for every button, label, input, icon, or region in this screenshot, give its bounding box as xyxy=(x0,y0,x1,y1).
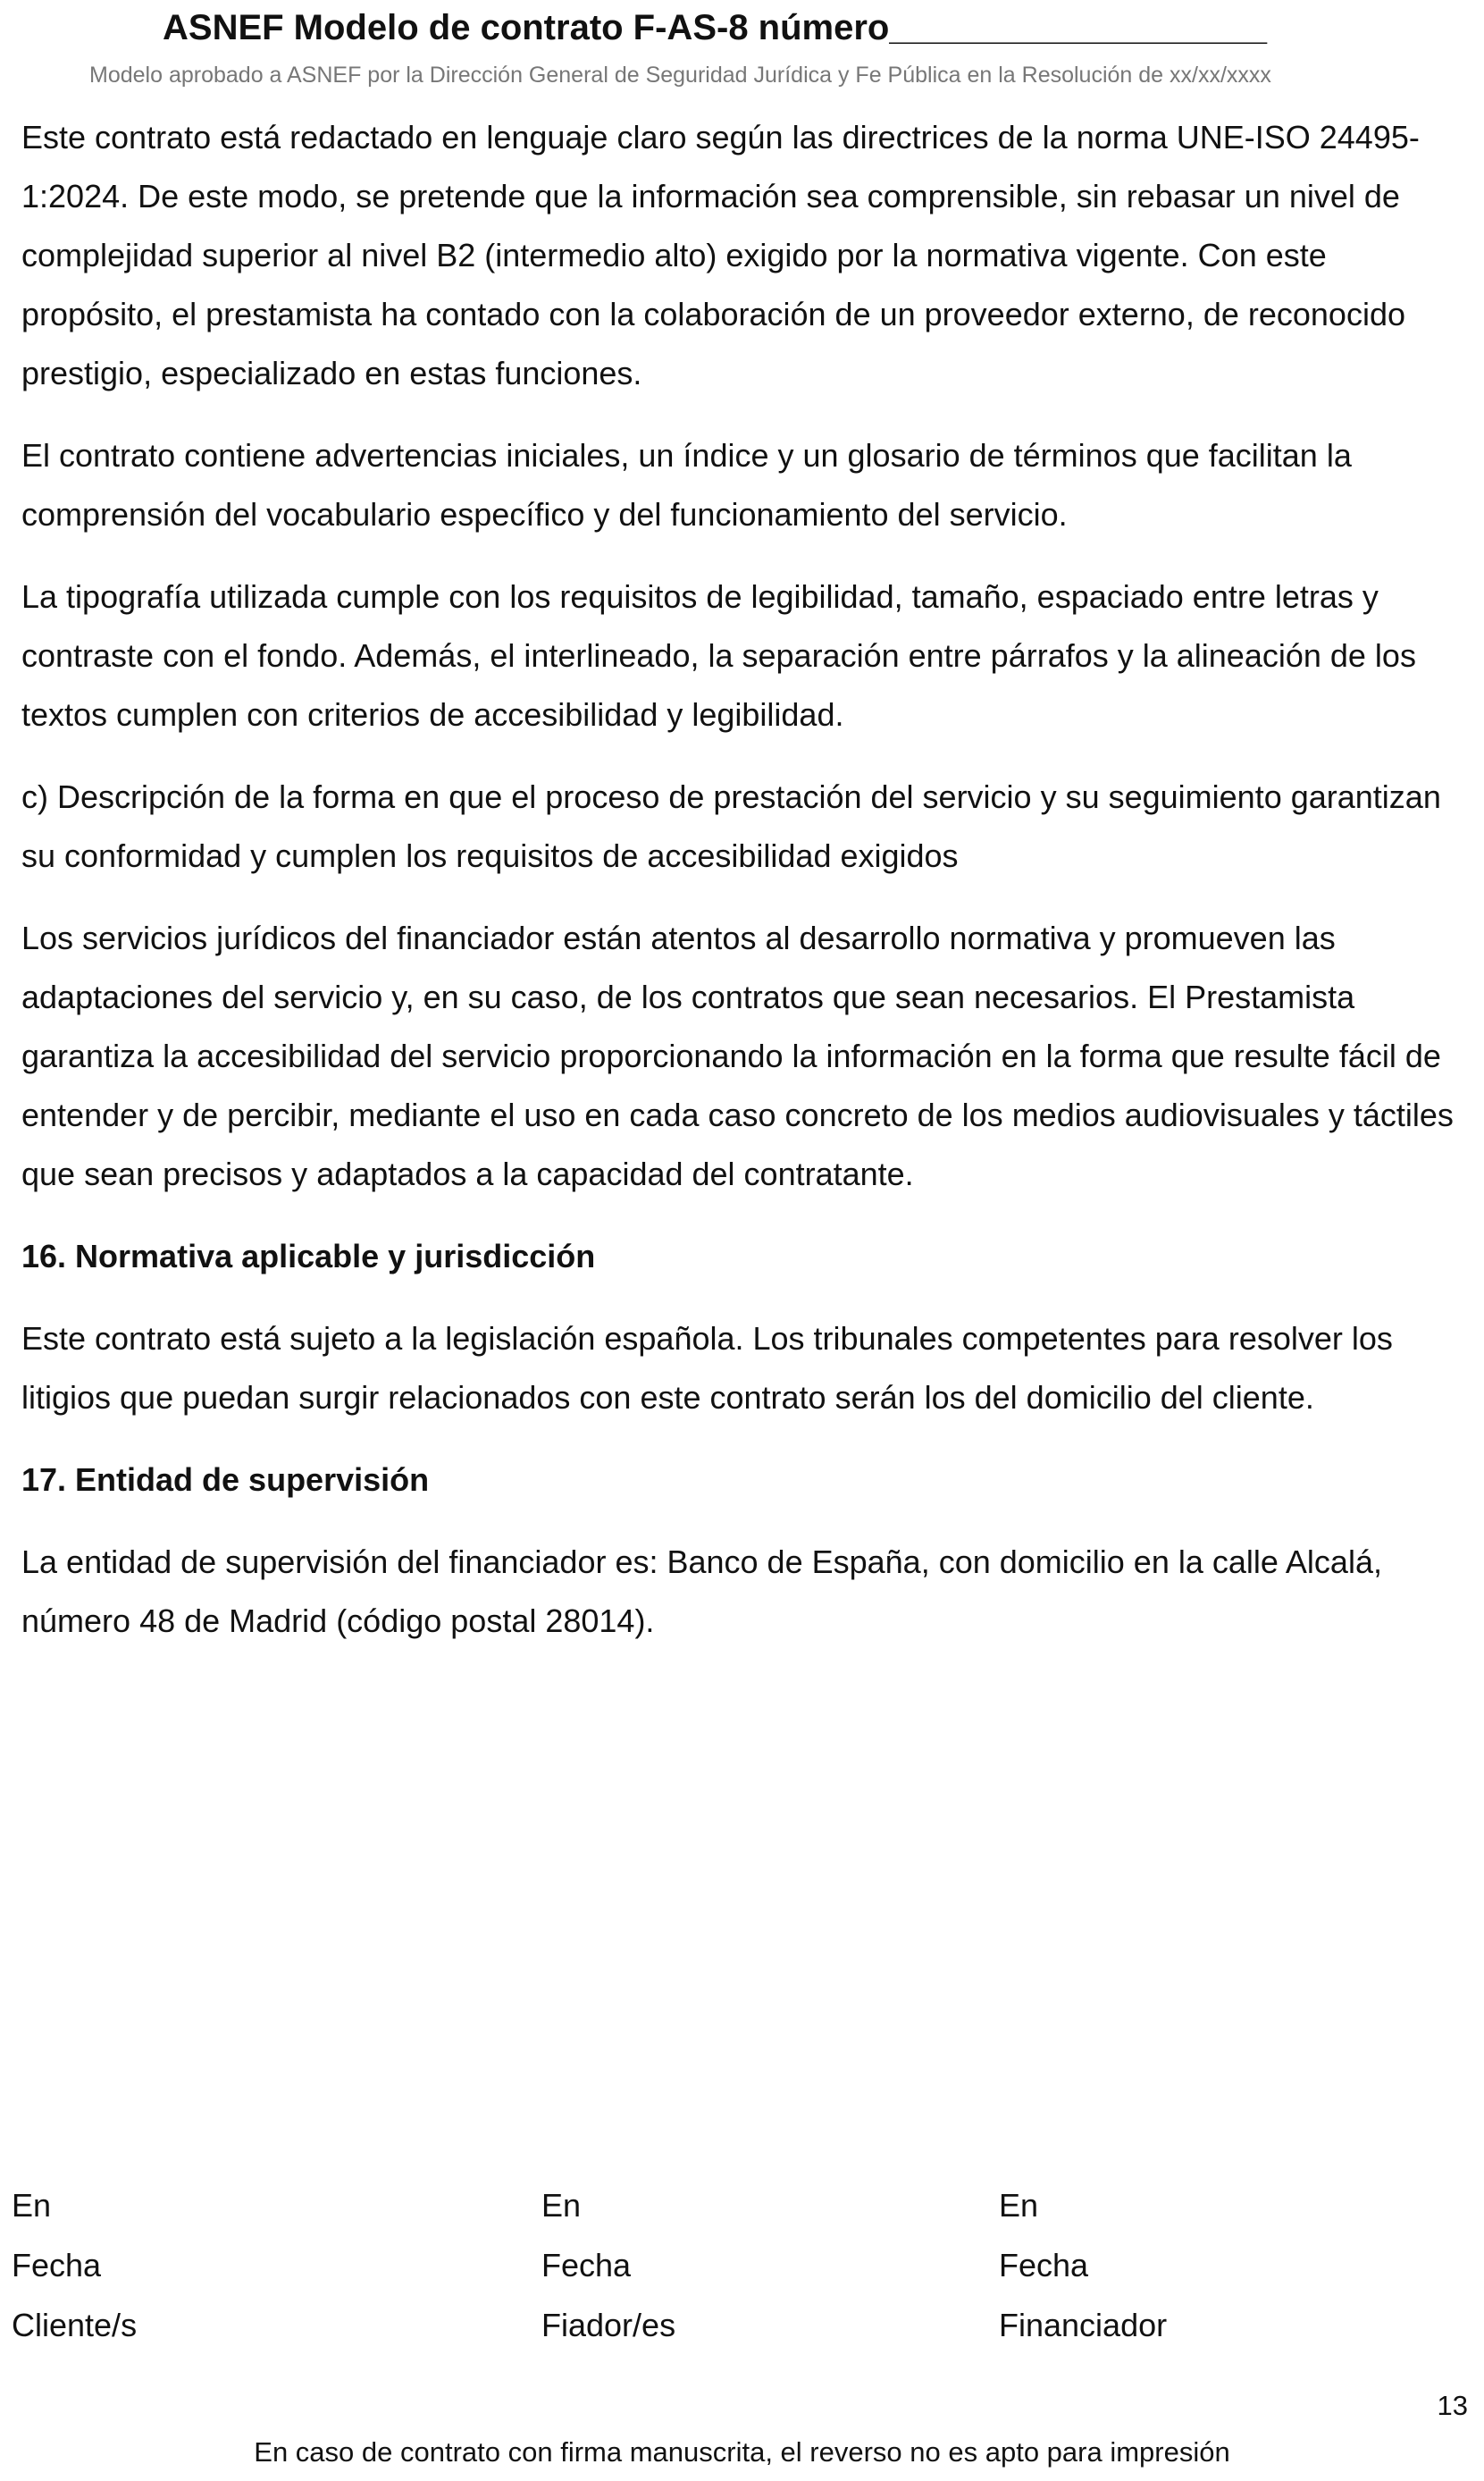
section-heading-17: 17. Entidad de supervisión xyxy=(21,1461,430,1498)
signature-block-guarantor xyxy=(541,2175,675,2355)
paragraph-typography: La tipografía utilizada cumple con los requisitos de legibilidad, tamaño, espaciado entre letras y contraste con el fondo. Además, el interlineado, la separación entre párrafos y la alineación de los textos cumplen con criterios de accesibilidad y legibilidad. xyxy=(21,578,1416,733)
signature-place-label: En xyxy=(12,2187,52,2224)
paragraph-jurisdiction: Este contrato está sujeto a la legislación española. Los tribunales competentes para resolver los litigios que puedan surgir relacionados con este contrato serán los del domicilio del cliente. xyxy=(21,1320,1393,1416)
signature-date-label: Fecha xyxy=(12,2247,102,2283)
paragraph-legal-services: Los servicios jurídicos del financiador están atentos al desarrollo normativa y promueven las adaptaciones del servicio y, en su caso, de los contratos que sean necesarios. El Prestamista garantiza la accesibilidad del servicio proporcionando la información en la forma que resulte fácil de entender y de percibir, mediante el uso en cada caso concreto de los medios audiovisuales y táctiles que sean precisos y adaptados a la capacidad del contratante. xyxy=(21,920,1454,1192)
signature-place-label: En xyxy=(999,2187,1039,2224)
approval-subtitle: Modelo aprobado a ASNEF por la Dirección General de Seguridad Jurídica y Fe Pública en la Resolución de xx/xx/xxxx xyxy=(89,63,1271,88)
paragraph-supervision: La entidad de supervisión del financiador es: Banco de España, con domicilio en la calle Alcalá, número 48 de Madrid (código postal 28014). xyxy=(21,1543,1382,1639)
paragraph-plain-language: Este contrato está redactado en lenguaje claro según las directrices de la norma UNE-ISO 24495-1:2024. De este modo, se pretende que la información sea comprensible, sin rebasar un nivel de complejidad superior al nivel B2 (intermedio alto) exigido por la normativa vigente. Con este propósito, el prestamista ha contado con la colaboración de un proveedor externo, de reconocido prestigio, especializado en estas funciones. xyxy=(21,119,1420,391)
document-body xyxy=(21,108,1469,1674)
signature-date-label: Fecha xyxy=(541,2247,632,2283)
signature-block-client xyxy=(12,2175,137,2355)
footer-note: En caso de contrato con firma manuscrita, el reverso no es apto para impresión xyxy=(254,2436,1230,2468)
document-title: ASNEF Modelo de contrato F-AS-8 número___________________ xyxy=(163,8,1268,47)
page-number: 13 xyxy=(1437,2390,1468,2421)
paragraph-section-c: c) Descripción de la forma en que el proceso de prestación del servicio y su seguimiento garantizan su conformidad y cumplen los requisitos de accesibilidad exigidos xyxy=(21,778,1441,874)
signature-block-lender xyxy=(999,2175,1167,2355)
signature-role-label: Financiador xyxy=(999,2307,1168,2343)
signature-role-label: Cliente/s xyxy=(12,2307,138,2343)
section-heading-16: 16. Normativa aplicable y jurisdicción xyxy=(21,1238,596,1274)
signature-date-label: Fecha xyxy=(999,2247,1089,2283)
signature-place-label: En xyxy=(541,2187,582,2224)
paragraph-contract-structure: El contrato contiene advertencias iniciales, un índice y un glosario de términos que facilitan la comprensión del vocabulario específico y del funcionamiento del servicio. xyxy=(21,437,1352,533)
signature-role-label: Fiador/es xyxy=(541,2307,676,2343)
